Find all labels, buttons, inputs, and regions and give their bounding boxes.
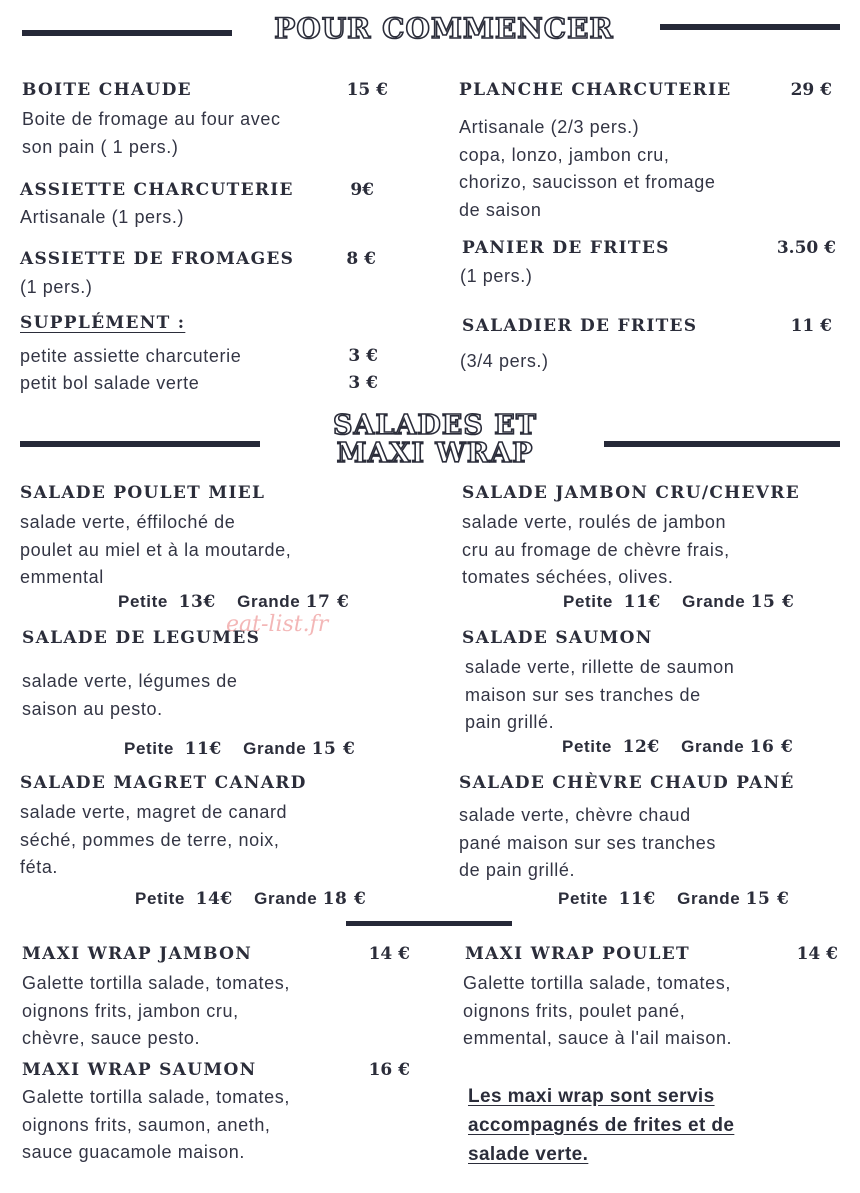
salad-title: SALADE JAMBON CRU/CHEVRE	[462, 483, 800, 503]
header-rule-right	[604, 441, 840, 447]
item-title: ASSIETTE DE FROMAGES	[20, 249, 295, 269]
wrap-title: MAXI WRAP POULET	[465, 944, 690, 964]
item-price: 3.50 €	[776, 238, 836, 258]
wrap-price: 16 €	[368, 1060, 410, 1080]
item-description: (1 pers.)	[460, 266, 533, 286]
salad-description: salade verte, magret de canard séché, pommes de terre, noix, féta.	[20, 802, 288, 877]
wrap-note: Les maxi wrap sont servis accompagnés de frites et de salade verte.	[468, 1086, 735, 1165]
item-title: PLANCHE CHARCUTERIE	[459, 80, 732, 100]
wrap-title: MAXI WRAP JAMBON	[22, 944, 253, 964]
salad-title: SALADE POULET MIEL	[20, 483, 266, 503]
supplement-price: 3 €	[348, 346, 378, 366]
wrap-description: Galette tortilla salade, tomates, oignons frits, poulet pané, emmental, sauce à l'ail maison.	[463, 973, 733, 1048]
section-title-starters: POUR COMMENCER	[274, 12, 614, 45]
supplement-item: petite assiette charcuterie	[20, 346, 242, 366]
salad-description: salade verte, chèvre chaud pané maison sur ses tranches de pain grillé.	[459, 805, 716, 880]
wrap-title: MAXI WRAP SAUMON	[22, 1060, 257, 1080]
salad-sizes: Petite 11€ Grande 15 €	[558, 889, 790, 909]
salad-sizes: Petite 12€ Grande 16 €	[562, 737, 794, 757]
header-rule-left	[22, 30, 232, 36]
section-title-salads: SALADES ET	[333, 410, 537, 441]
wrap-price: 14 €	[368, 944, 410, 964]
supplement-title: SUPPLÉMENT :	[20, 313, 186, 333]
item-price: 11 €	[790, 316, 832, 336]
section-divider	[346, 921, 512, 926]
salad-title: SALADE SAUMON	[462, 628, 653, 648]
item-title: ASSIETTE CHARCUTERIE	[20, 180, 294, 200]
item-title: BOITE CHAUDE	[22, 80, 192, 100]
item-title: SALADIER DE FRITES	[462, 316, 698, 336]
salad-sizes: Petite 11€ Grande 15 €	[563, 592, 795, 612]
item-description: Artisanale (2/3 pers.) copa, lonzo, jambon cru, chorizo, saucisson et fromage de saison	[459, 117, 716, 220]
section-title-salads: MAXI WRAP	[336, 438, 534, 469]
item-title: PANIER DE FRITES	[462, 238, 670, 258]
salad-description: salade verte, éffiloché de poulet au miel et à la moutarde, emmental	[20, 512, 292, 587]
item-description: (1 pers.)	[20, 277, 93, 297]
wrap-price: 14 €	[796, 944, 838, 964]
header-rule-left	[20, 441, 260, 447]
watermark: eat-list.fr	[226, 612, 329, 637]
item-description: Artisanale (1 pers.)	[20, 207, 185, 227]
item-description: Boite de fromage au four avec son pain ( 1 pers.)	[22, 109, 281, 157]
salad-title: SALADE DE LEGUMES	[22, 628, 261, 648]
item-price: 29 €	[790, 80, 832, 100]
item-price: 8 €	[346, 249, 376, 269]
salad-sizes: Petite 14€ Grande 18 €	[135, 889, 367, 909]
salad-sizes: Petite 11€ Grande 15 €	[124, 739, 356, 759]
item-description: (3/4 pers.)	[460, 351, 549, 371]
item-price: 9€	[350, 180, 374, 200]
salad-description: salade verte, légumes de saison au pesto.	[22, 671, 238, 719]
supplement-price: 3 €	[348, 373, 378, 393]
salad-title: SALADE CHÈVRE CHAUD PANÉ	[459, 773, 795, 793]
salad-title: SALADE MAGRET CANARD	[20, 773, 307, 793]
wrap-description: Galette tortilla salade, tomates, oignons frits, jambon cru, chèvre, sauce pesto.	[22, 973, 290, 1048]
header-rule-right	[660, 24, 840, 30]
supplement-item: petit bol salade verte	[20, 373, 200, 393]
item-price: 15 €	[346, 80, 388, 100]
salad-description: salade verte, rillette de saumon maison sur ses tranches de pain grillé.	[465, 657, 735, 732]
wrap-description: Galette tortilla salade, tomates, oignons frits, saumon, aneth, sauce guacamole maison.	[22, 1087, 290, 1162]
salad-sizes: Petite 13€ Grande 17 €	[118, 592, 350, 612]
salad-description: salade verte, roulés de jambon cru au fromage de chèvre frais, tomates séchées, olives.	[462, 512, 730, 587]
